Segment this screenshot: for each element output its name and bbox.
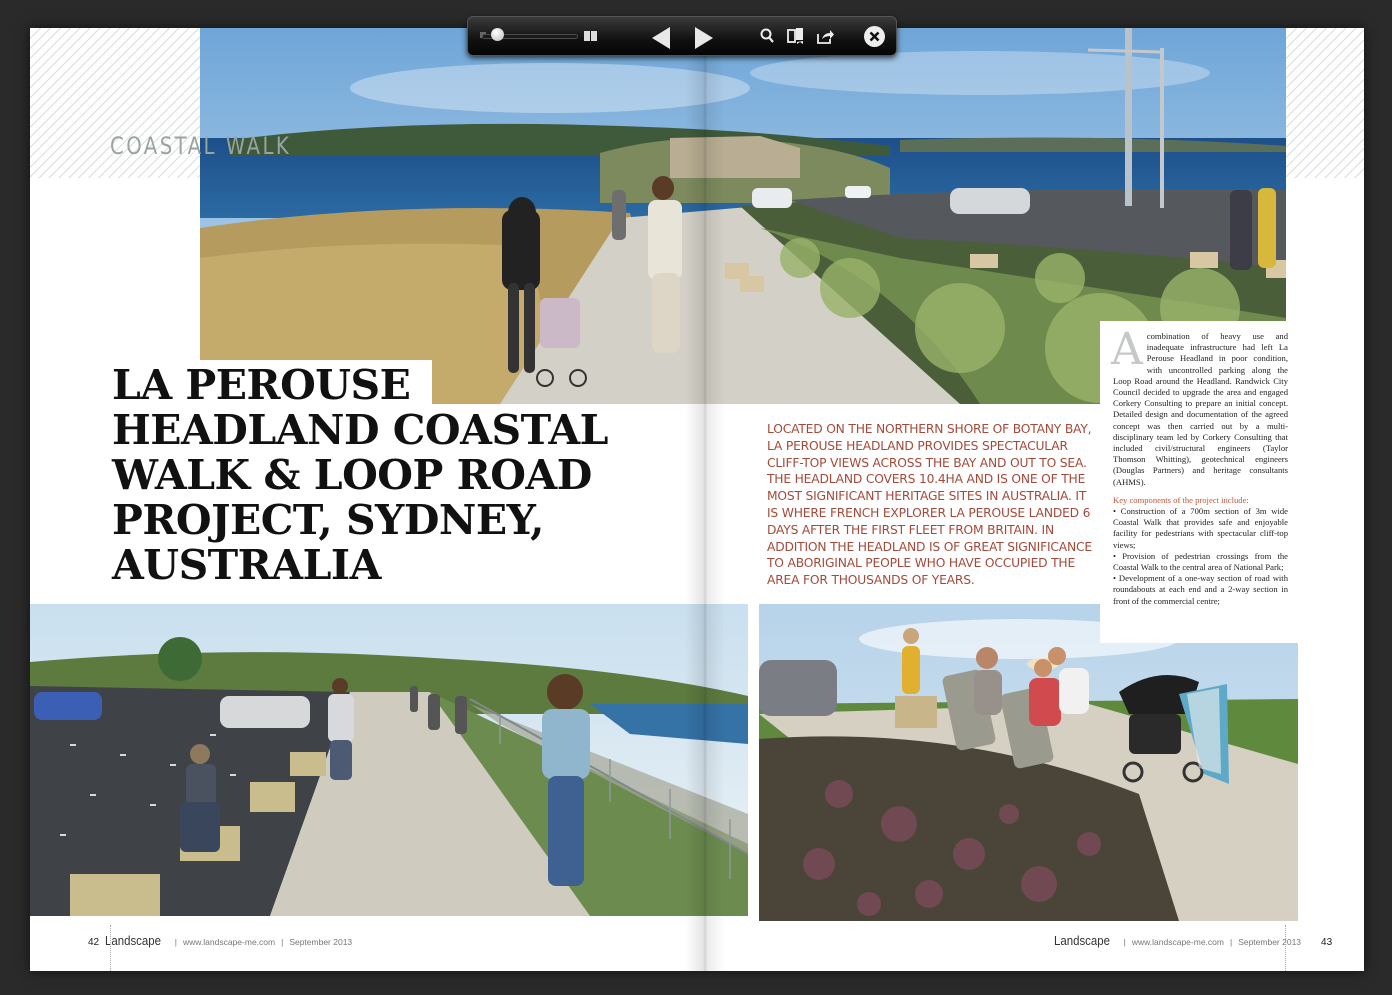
list-item: • Construction of a 700m section of 3m wide Coastal Walk that provides safe and enjoyable facility for pedestrians with spectacular cliff-top views; xyxy=(1113,506,1288,550)
footer-separator: | xyxy=(281,937,284,947)
footer-separator: | xyxy=(174,937,177,947)
next-page-icon[interactable] xyxy=(695,27,713,49)
components-list xyxy=(1113,506,1288,607)
dropcap: A xyxy=(1111,324,1143,375)
page-number: 43 xyxy=(1321,937,1333,948)
magazine-spread xyxy=(30,28,1364,971)
headline-line: LA PEROUSE xyxy=(112,361,411,409)
headline-line: WALK & LOOP ROAD xyxy=(112,451,592,499)
body-text-column xyxy=(1100,321,1300,643)
footer-divider xyxy=(1285,925,1286,971)
viewer-toolbar xyxy=(467,16,897,56)
issue-date: September 2013 xyxy=(1238,937,1302,947)
lead-paragraph: LOCATED ON THE NORTHERN SHORE OF BOTANY BAY, LA PEROUSE HEADLAND PROVIDES SPECTACULAR CLIFF-TOP VIEWS ACROSS THE BAY AND OUT TO SEA. THE HEADLAND COVERS 10.4HA AND IS ONE OF THE MOST SIGNIFICANT HERITAGE SITES IN AUSTRALIA. IT IS WHERE FRENCH EXPLORER LA PEROUSE LANDED 6 DAYS AFTER THE FIRST FLEET FROM BRITAIN. IN ADDITION THE HEADLAND IS OF GREAT SIGNIFICANCE TO ABORIGINAL PEOPLE WHO HAVE OCCUPIED THE AREA FOR THOUSANDS OF YEARS. xyxy=(767,422,1092,588)
search-icon[interactable] xyxy=(760,28,774,44)
two-page-view-icon[interactable] xyxy=(584,31,598,41)
previous-page-icon[interactable] xyxy=(652,27,670,49)
magazine-url: www.landscape-me.com xyxy=(182,937,276,947)
headline-line: AUSTRALIA xyxy=(112,541,381,589)
magazine-brand: Landscape xyxy=(105,933,162,948)
components-heading: Key components of the project include: xyxy=(1113,494,1249,505)
issue-date: September 2013 xyxy=(289,937,353,947)
section-label: COASTAL WALK xyxy=(110,132,292,160)
footer-left xyxy=(88,933,352,948)
close-icon[interactable] xyxy=(864,26,885,47)
benches-photo xyxy=(759,604,1298,921)
article-headline xyxy=(112,363,682,588)
page-slider-thumb[interactable] xyxy=(491,28,504,41)
walkway-photo xyxy=(30,604,748,916)
body-intro xyxy=(1111,324,1288,488)
footer-separator: | xyxy=(1229,937,1233,947)
bookmarks-icon[interactable] xyxy=(787,28,805,44)
page-number: 42 xyxy=(88,937,100,948)
headline-line: PROJECT, SYDNEY, xyxy=(112,496,544,544)
footer-right xyxy=(1054,933,1332,948)
footer-separator: | xyxy=(1123,937,1126,947)
list-item: • Provision of pedestrian crossings from the Coastal Walk to the central area of National Park; xyxy=(1113,550,1288,573)
share-icon[interactable] xyxy=(816,28,834,44)
magazine-url: www.landscape-me.com xyxy=(1131,937,1224,947)
list-item: • Development of a one-way section of road with roundabouts at each end and a 2-way section in front of the commercial centre; xyxy=(1113,573,1288,606)
footer-divider xyxy=(110,925,111,971)
headline-line: HEADLAND COASTAL xyxy=(112,406,608,454)
body-intro-text: combination of heavy use and inadequate infrastructure had left La Perouse Headland in poor condition, with uncontrolled parking along the Loop Road around the Headland. Randwick City Council decided to upgrade the area and engaged Corkery Consulting to prepare an initial concept. Detailed design and documentation of the agreed concept was then carried out by a multi-disciplinary team led by Corkery Consulting that included civil/structural engineers (Taylor Thomson Whitting), geotechnical engineers (Douglas Partners) and heritage consultants (AHMS). xyxy=(1113,331,1288,487)
hatch-pattern-right xyxy=(1286,28,1364,178)
magazine-brand: Landscape xyxy=(1054,933,1110,948)
